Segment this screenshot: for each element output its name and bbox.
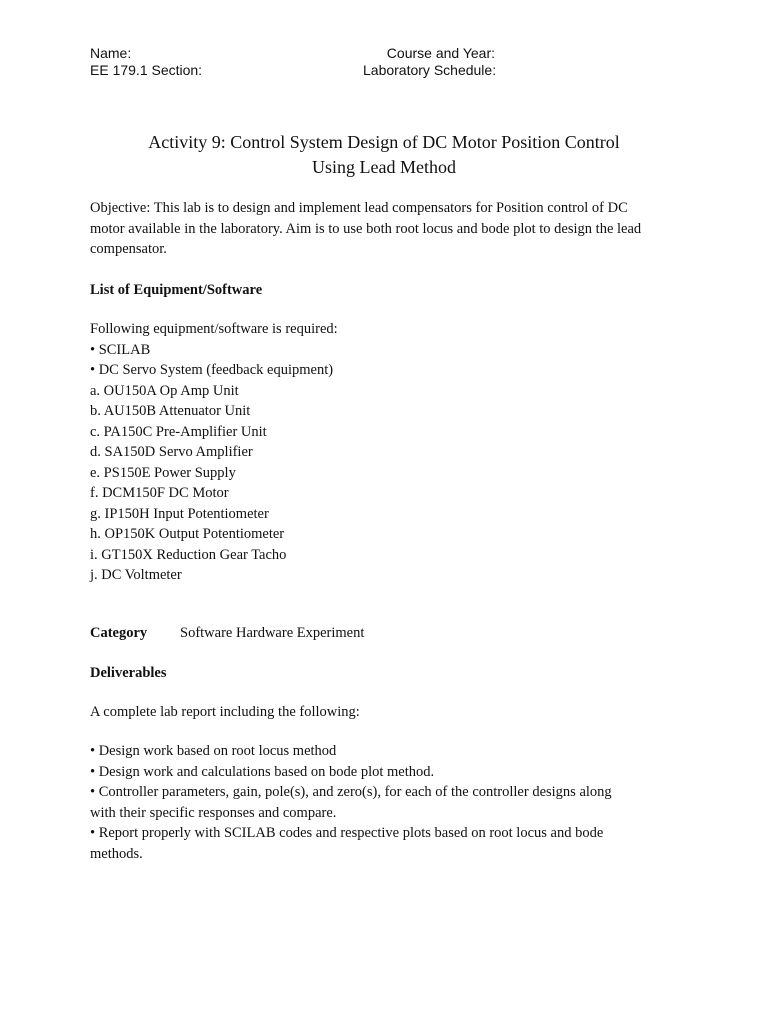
- category-label: Category: [90, 625, 148, 641]
- title-line-2: Using Lead Method: [312, 157, 456, 177]
- list-item: • DC Servo System (feedback equipment): [90, 362, 334, 378]
- list-item: g. IP150H Input Potentiometer: [90, 505, 269, 522]
- lab-schedule-label: Laboratory Schedule:: [363, 62, 497, 78]
- course-year-label: Course and Year:: [386, 45, 495, 61]
- objective-line-3: compensator.: [90, 241, 167, 257]
- list-item: a. OU150A Op Amp Unit: [90, 382, 239, 399]
- deliverables-heading: Deliverables: [90, 665, 167, 681]
- equipment-list: [90, 319, 680, 586]
- list-item: • Design work and calculations based on bode plot method.: [90, 763, 435, 780]
- list-item: i. GT150X Reduction Gear Tacho: [90, 546, 287, 563]
- list-item: • Report properly with SCILAB codes and respective plots based on root locus and bode: [90, 825, 604, 841]
- header-right: [363, 45, 495, 79]
- list-item: f. DCM150F DC Motor: [90, 485, 229, 501]
- list-item: with their specific responses and compare.: [90, 804, 337, 821]
- list-item: • Design work based on root locus method: [90, 743, 337, 759]
- list-item: c. PA150C Pre-Amplifier Unit: [90, 423, 267, 440]
- equipment-heading: List of Equipment/Software: [90, 282, 263, 298]
- title-line-1: Activity 9: Control System Design of DC Motor Position Control: [148, 132, 620, 152]
- list-item: d. SA150D Servo Amplifier: [90, 444, 253, 460]
- list-item: methods.: [90, 845, 143, 862]
- deliverables-intro: A complete lab report including the following:: [90, 704, 360, 720]
- list-item: h. OP150K Output Potentiometer: [90, 526, 285, 542]
- list-item: • SCILAB: [90, 341, 151, 358]
- name-label: Name:: [90, 45, 132, 61]
- section-label: EE 179.1 Section:: [90, 62, 203, 78]
- list-item: e. PS150E Power Supply: [90, 464, 236, 481]
- page-title: [0, 130, 768, 180]
- equipment-intro: Following equipment/software is required:: [90, 321, 338, 337]
- category-value: Software Hardware Experiment: [180, 625, 365, 641]
- header-left: [90, 45, 202, 79]
- category-row: [90, 623, 364, 644]
- objective-paragraph: [90, 198, 680, 260]
- deliverables-list: [90, 741, 680, 864]
- objective-line-1: Objective: This lab is to design and implement lead compensators for Position control of DC: [90, 200, 628, 216]
- objective-line-2: motor available in the laboratory. Aim is to use both root locus and bode plot to design the lead: [90, 220, 642, 237]
- list-item: j. DC Voltmeter: [90, 567, 182, 583]
- list-item: • Controller parameters, gain, pole(s), and zero(s), for each of the controller designs along: [90, 784, 612, 800]
- list-item: b. AU150B Attenuator Unit: [90, 403, 251, 419]
